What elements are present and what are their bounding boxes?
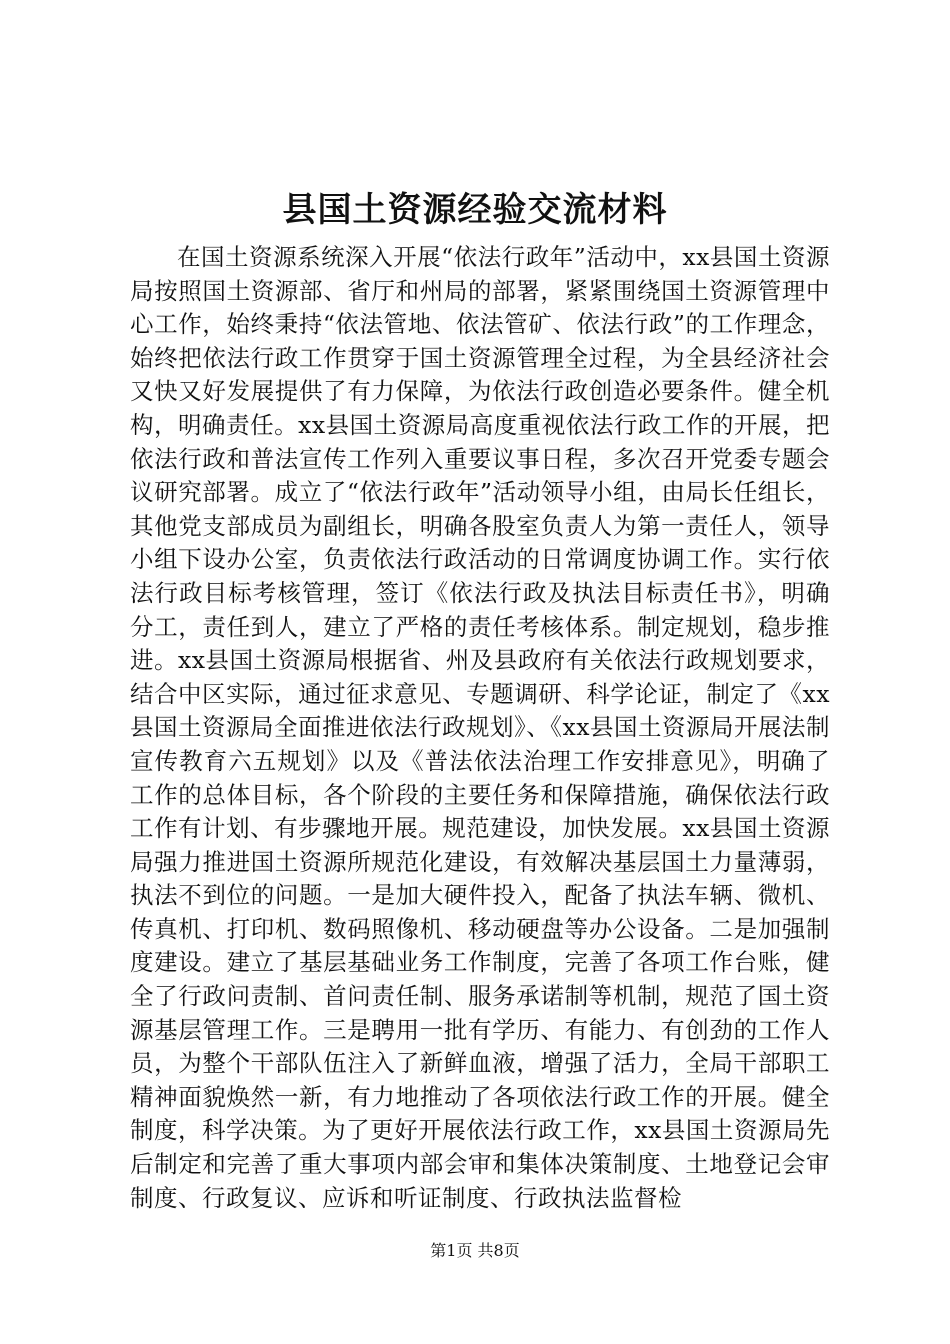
document-title: 县国土资源经验交流材料 — [282, 190, 668, 230]
document-body: 在国土资源系统深入开展“依法行政年”活动中，xx县国土资源局按照国土资源部、省厅和州局的部署，紧紧围绕国土资源管理中心工作，始终秉持“依法管地、依法管矿、依法行政”的工作理念，始终把依法行政工作贯穿于国土资源管理全过程，为全县经济社会又快又好发展提供了有力保障，为依法行政创造必要条件。健全机构，明确责任。xx县国土资源局高度重视依法行政工作的开展，把依法行政和普法宣传工作列入重要议事日程，多次召开党委专题会议研究部署。成立了“依法行政年”活动领导小组，由局长任组长，其他党支部成员为副组长，明确各股室负责人为第一责任人，领导小组下设办公室，负责依法行政活动的日常调度协调工作。实行依法行政目标考核管理，签订《依法行政及执法目标责任书》，明确分工，责任到人，建立了严格的责任考核体系。制定规划，稳步推进。xx县国土资源局根据省、州及县政府有关依法行政规划要求，结合中区实际，通过征求意见、专题调研、科学论证，制定了《xx县国土资源局全面推进依法行政规划》、《xx县国土资源局开展法制宣传教育六五规划》以及《普法依法治理工作安排意见》，明确了工作的总体目标，各个阶段的主要任务和保障措施，确保依法行政工作有计划、有步骤地开展。规范建设，加快发展。xx县国土资源局强力推进国土资源所规范化建设，有效解决基层国土力量薄弱，执法不到位的问题。一是加大硬件投入，配备了执法车辆、微机、传真机、打印机、数码照像机、移动硬盘等办公设备。二是加强制度建设。建立了基层基础业务工作制度，完善了各项工作台账，健全了行政问责制、首问责任制、服务承诺制等机制，规范了国土资源基层管理工作。三是聘用一批有学历、有能力、有创劲的工作人员，为整个干部队伍注入了新鲜血液，增强了活力，全局干部职工精神面貌焕然一新，有力地推动了各项依法行政工作的开展。健全制度，科学决策。为了更好开展依法行政工作，xx县国土资源局先后制定和完善了重大事项内部会审和集体决策制度、土地登记会审制度、行政复议、应诉和听证制度、行政执法监督检 — [130, 243, 831, 1212]
page-number-footer: 第1页 共8页 — [430, 1241, 520, 1260]
